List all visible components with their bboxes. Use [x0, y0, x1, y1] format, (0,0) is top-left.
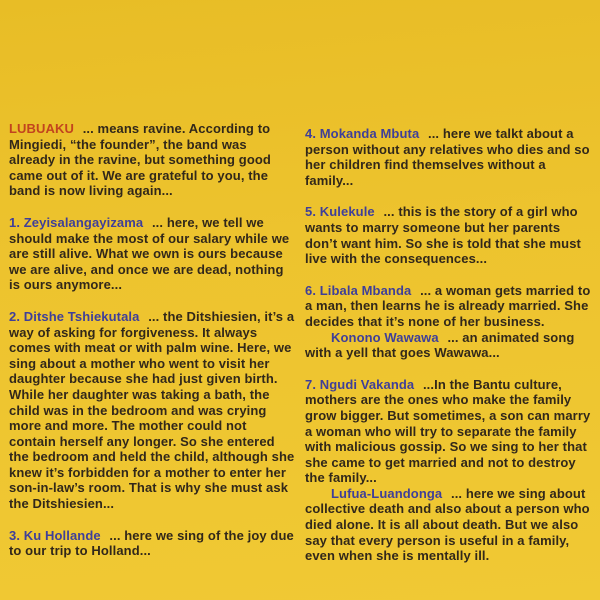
konono-wawawa-title: Konono Wawawa — [331, 329, 439, 345]
track-6-paragraph — [305, 283, 592, 330]
track-5-description: ... this is the story of a girl who wants to marry someone but her parents don’t want him. So she is told that she must live with the consequences... — [305, 204, 581, 267]
track-1-title: 1. Zeyisalangayizama — [9, 214, 144, 230]
band-name-heading: LUBUAKU — [9, 121, 74, 136]
track-2-description: ... the Ditshiesien, it’s a way of asking for forgiveness. It always comes with meat or with palm wine. Here, we sing about a mother who went to visit her daughter because she had just given birth. While her daughter was taking a bath, the child was in the bedroom and was crying more and more. The mother could not contain herself any longer. So she entered the bedroom and held the child, although she knew it’s forbidden for a mother to enter her son-in-law’s room. That is why she must ask the Ditshiesien... — [9, 308, 295, 512]
track-6-title: 6. Libala Mbanda — [305, 282, 412, 298]
lufua-luandonga-title: Lufua-Luandonga — [331, 485, 443, 501]
track-2-paragraph — [9, 309, 296, 512]
track-3-paragraph — [9, 528, 296, 559]
left-column — [9, 121, 296, 580]
track-1-description: ... here, we tell we should make the most of our salary while we are still alive. What we own is ours because we are alive, and once we are dead, nothing is ours anymore... — [9, 214, 290, 293]
text-columns — [9, 121, 591, 580]
right-column — [305, 126, 592, 580]
lufua-luandonga-paragraph — [305, 486, 592, 564]
track-5-title: 5. Kulekule — [305, 204, 375, 220]
track-4-description: ... here we talkt about a person without any relatives who dies and so her children find themselves without a family... — [305, 126, 590, 188]
intro-text: ... means ravine. According to Mingiedi, “the founder”, the band was already in the ravine, but something good came out of it. We are grateful to you, the band is now living again... — [9, 121, 271, 199]
track-7-description: ...In the Bantu culture, mothers are the ones who make the family grow bigger. But sometimes, a son can marry a woman who will try to separate the family with malicious gossip. So we sing to her that she came to get married and not to destroy the family... — [305, 376, 591, 486]
track-1-paragraph — [9, 215, 296, 293]
track-7-paragraph — [305, 377, 592, 486]
track-4-title: 4. Mokanda Mbuta — [305, 126, 420, 141]
track-5-paragraph — [305, 204, 592, 266]
konono-wawawa-paragraph — [305, 330, 592, 361]
intro-paragraph — [9, 121, 296, 199]
track-4-paragraph — [305, 126, 592, 188]
track-7-title: 7. Ngudi Vakanda — [305, 376, 415, 392]
lufua-luandonga-description: ... here we sing about collective death and also about a person who died alone. It is all about death. But we also say that every person is useful in a family, even when she is mentally ill. — [305, 485, 590, 564]
track-6-description: ... a woman gets married to a man, then learns he is already married. She decides that it’s none of her business. — [305, 282, 591, 329]
konono-wawawa-description: ... an animated song with a yell that goes Wawawa... — [305, 329, 575, 361]
track-3-description: ... here we sing of the joy due to our trip to Holland... — [9, 527, 294, 559]
track-2-title: 2. Ditshe Tshiekutala — [9, 308, 140, 324]
track-3-title: 3. Ku Hollande — [9, 527, 101, 543]
